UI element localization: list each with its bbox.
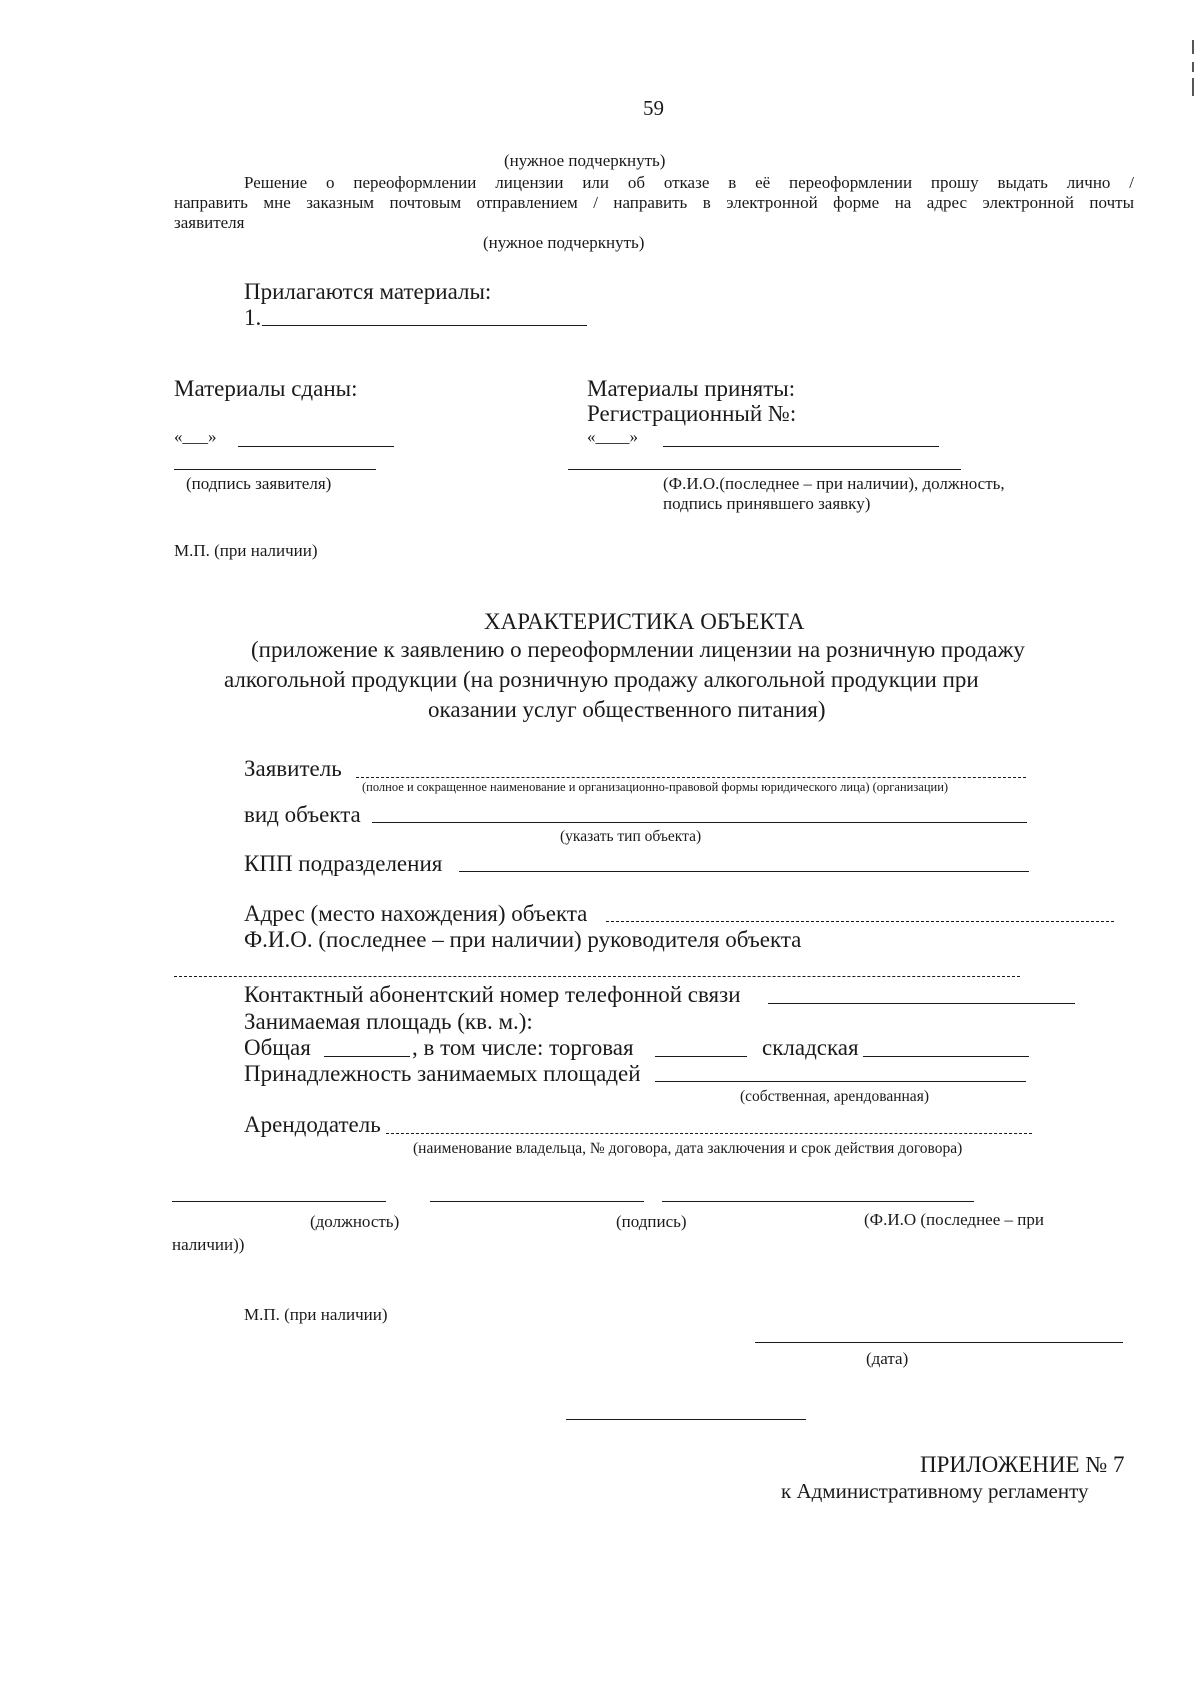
date-left-line [238,446,394,447]
ownership-line [655,1081,1026,1082]
ownership-hint: (собственная, арендованная) [740,1088,929,1105]
area-total-label: Общая [244,1035,311,1060]
attachment-item-number: 1. [244,305,262,330]
phone-label: Контактный абонентский номер телефонной связи [244,982,741,1007]
date-left: «___» [174,427,217,446]
applicant-signature-caption: (подпись заявителя) [186,474,332,493]
date-line [755,1342,1123,1343]
page-number: 59 [643,96,664,120]
landlord-line [386,1133,1032,1134]
date-right-line [663,446,939,447]
signature-line [430,1201,644,1202]
registration-number-label: Регистрационный №: [587,401,797,426]
phone-line [768,1003,1075,1004]
separator-line [566,1419,806,1420]
address-label: Адрес (место нахождения) объекта [244,901,588,926]
appendix-title: ПРИЛОЖЕНИЕ № 7 [920,1452,1125,1477]
area-storage-label: складская [762,1035,859,1060]
object-subtitle: оказании услуг общественного питания) [428,697,826,722]
area-trade-line [655,1056,747,1057]
applicant-hint: (полное и сокращенное наименование и организационно-правовой формы юридического лица) (организации) [362,780,949,794]
area-storage-line [863,1056,1029,1057]
landlord-hint: (наименование владельца, № договора, дата заключения и срок действия договора) [413,1140,963,1157]
kpp-label: КПП подразделения [244,851,443,876]
object-type-hint: (указать тип объекта) [560,828,702,845]
applicant-label: Заявитель [244,756,342,781]
area-trade-label: , в том числе: торговая [412,1035,634,1060]
signature-caption: (подпись) [616,1212,687,1231]
decision-text-line: заявителя [174,213,245,232]
date-caption: (дата) [866,1349,909,1368]
appendix-subtitle: к Административному регламенту [781,1479,1089,1503]
decision-text-line: Решение о переоформлении лицензии или об отказе в её переоформлении прошу выдать лично / [244,173,1134,192]
full-name-caption: (Ф.И.О (последнее – при [864,1210,1044,1229]
underline-hint: (нужное подчеркнуть) [483,233,645,252]
scan-edge-mark [1192,40,1194,54]
ownership-label: Принадлежность занимаемых площадей [244,1061,641,1086]
address-line [606,921,1114,922]
area-total-line [324,1056,410,1057]
object-title: ХАРАКТЕРИСТИКА ОБЪЕКТА [484,609,805,634]
object-subtitle: алкогольной продукции (на розничную продажу алкогольной продукции при [224,667,979,692]
underline-hint: (нужное подчеркнуть) [504,151,666,170]
full-name-caption: наличии)) [172,1235,245,1254]
full-name-line [662,1201,974,1202]
attachments-label: Прилагаются материалы: [244,279,492,304]
position-line [172,1201,386,1202]
area-label: Занимаемая площадь (кв. м.): [244,1009,533,1034]
object-type-label: вид объекта [244,802,361,827]
materials-accepted-label: Материалы приняты: [587,376,796,401]
landlord-label: Арендодатель [244,1112,381,1137]
position-caption: (должность) [310,1212,400,1231]
object-type-line [372,822,1027,823]
object-subtitle: (приложение к заявлению о переоформлении лицензии на розничную продажу [251,637,1025,662]
acceptor-caption: (Ф.И.О.(последнее – при наличии), должность, [663,474,1005,493]
stamp-note: М.П. (при наличии) [174,541,318,560]
kpp-line [459,871,1029,872]
decision-text-line: направить мне заказным почтовым отправлением / направить в электронной форме на адрес электронной почты [174,193,1134,212]
date-right: «____» [587,427,638,446]
scan-edge-mark [1192,62,1194,72]
acceptor-signature-line [568,469,961,470]
applicant-line [356,777,1026,778]
applicant-signature-line [174,469,376,470]
materials-submitted-label: Материалы сданы: [174,376,358,401]
head-line [174,976,1020,977]
scan-edge-mark [1192,78,1194,96]
stamp-note: М.П. (при наличии) [244,1305,388,1324]
attachment-item-line [262,325,587,326]
head-label: Ф.И.О. (последнее – при наличии) руководителя объекта [244,927,802,952]
acceptor-caption: подпись принявшего заявку) [663,494,871,513]
